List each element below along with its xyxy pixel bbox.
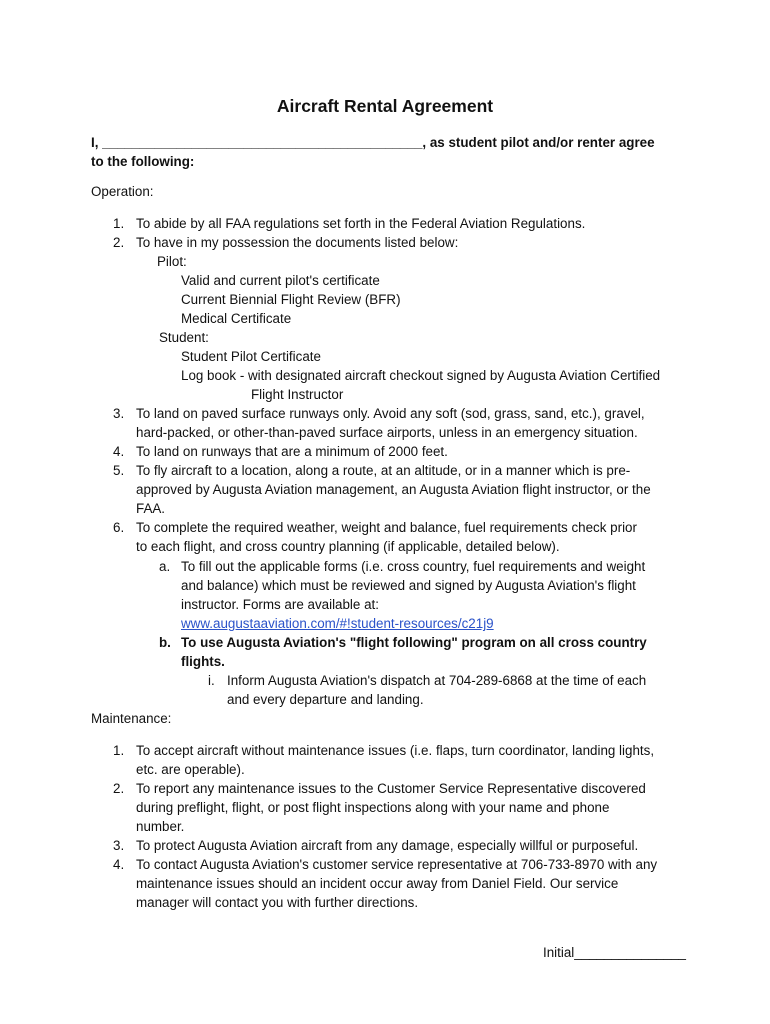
list-text: etc. are operable). [136,762,245,777]
list-text: To report any maintenance issues to the Customer Service Representative discovered [136,781,646,796]
list-text: to each flight, and cross country planning (if applicable, detailed below). [136,539,560,554]
sublist-letter: b. [159,635,171,650]
list-text: maintenance issues should an incident occur away from Daniel Field. Our service [136,876,619,891]
list-text: To accept aircraft without maintenance issues (i.e. flaps, turn coordinator, landing lights, [136,743,655,758]
list-text: To abide by all FAA regulations set forth in the Federal Aviation Regulations. [136,216,586,231]
list-text: FAA. [136,501,166,516]
list-text: number. [136,819,185,834]
list-number: 5. [113,463,125,478]
initial-label: Initial [543,945,575,960]
subsublist-numeral: i. [208,673,215,688]
list-text: To land on runways that are a minimum of 2000 feet. [136,444,448,459]
sublist-letter: a. [159,559,171,574]
list-text: during preflight, flight, or post flight inspections along with your name and phone [136,800,610,815]
maintenance-heading: Maintenance: [91,711,172,726]
intro-statement [91,133,691,171]
sublist-text: and balance) which must be reviewed and signed by Augusta Aviation's flight [181,578,636,593]
pilot-doc: Valid and current pilot's certificate [181,273,380,288]
operation-heading: Operation: [91,184,154,199]
initial-field [543,943,686,962]
student-doc-continued: Flight Instructor [251,387,344,402]
pilot-doc: Medical Certificate [181,311,292,326]
list-number: 2. [113,235,125,250]
sublist-text: To fill out the applicable forms (i.e. cross country, fuel requirements and weight [181,559,646,574]
list-text: To complete the required weather, weight and balance, fuel requirements check prior [136,520,637,535]
subsublist-text: and every departure and landing. [227,692,424,707]
list-text: To fly aircraft to a location, along a route, at an altitude, or in a manner which is pre- [136,463,631,478]
pilot-label: Pilot: [157,254,187,269]
pilot-doc: Current Biennial Flight Review (BFR) [181,292,401,307]
initial-blank[interactable]: _______________ [574,945,686,960]
list-text: approved by Augusta Aviation management, an Augusta Aviation flight instructor, or the [136,482,651,497]
student-doc: Student Pilot Certificate [181,349,321,364]
intro-line-2: to the following: [91,154,195,169]
renter-name-blank[interactable]: ___________________________________________ [102,135,423,150]
list-number: 2. [113,781,125,796]
list-text: hard-packed, or other-than-paved surface airports, unless in an emergency situation. [136,425,638,440]
sublist-text: instructor. Forms are available at: [181,597,379,612]
list-text: To protect Augusta Aviation aircraft from any damage, especially willful or purposeful. [136,838,639,853]
sublist-text: To use Augusta Aviation's "flight following" program on all cross country [181,635,647,650]
list-number: 6. [113,520,125,535]
list-text: To have in my possession the documents listed below: [136,235,459,250]
student-label: Student: [159,330,209,345]
sublist-text: flights. [181,654,225,669]
list-text: To land on paved surface runways only. Avoid any soft (sod, grass, sand, etc.), gravel, [136,406,645,421]
list-number: 3. [113,838,125,853]
list-number: 1. [113,743,125,758]
list-number: 3. [113,406,125,421]
list-number: 1. [113,216,125,231]
list-text: To contact Augusta Aviation's customer service representative at 706-733-8970 with any [136,857,658,872]
intro-line-1: I, ___________________________________________, as student pilot and/or renter agree [91,135,655,150]
list-number: 4. [113,857,125,872]
student-doc: Log book - with designated aircraft checkout signed by Augusta Aviation Certified [181,368,661,383]
subsublist-text: Inform Augusta Aviation's dispatch at 704-289-6868 at the time of each [227,673,647,688]
list-text: manager will contact you with further directions. [136,895,419,910]
student-resources-link[interactable]: www.augustaaviation.com/#!student-resources/c21j9 [181,616,494,631]
page-title: Aircraft Rental Agreement [276,96,494,116]
list-number: 4. [113,444,125,459]
